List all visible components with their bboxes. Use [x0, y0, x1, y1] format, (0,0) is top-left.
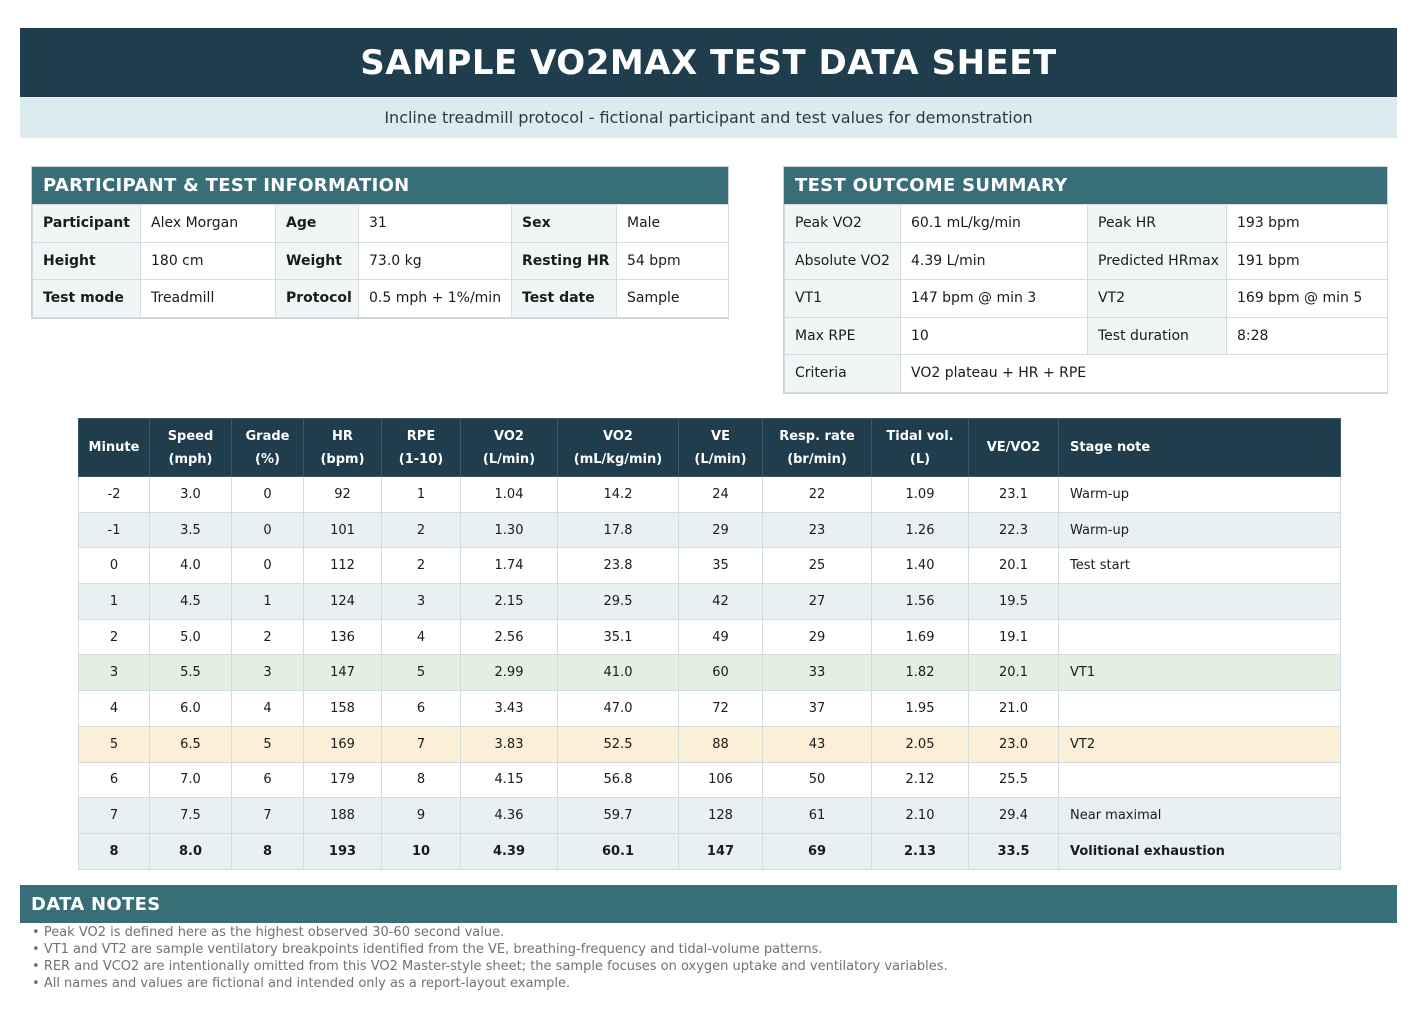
table-cell: 1.04 — [461, 477, 558, 513]
table-cell: 5.0 — [150, 619, 232, 655]
absolute-vo2-value: 4.39 L/min — [901, 242, 1088, 280]
table-row — [79, 512, 1341, 548]
table-cell: 6 — [79, 762, 150, 798]
age-value: 31 — [359, 205, 512, 243]
stage-note-cell — [1059, 691, 1341, 727]
protocol-label: Protocol — [276, 280, 359, 318]
participant-info-row — [33, 242, 729, 280]
table-cell: 8 — [79, 833, 150, 869]
table-cell: 24 — [679, 477, 763, 513]
table-cell: 6 — [382, 691, 461, 727]
data-notes-heading: DATA NOTES — [20, 885, 1397, 923]
column-header-label: RPE — [406, 428, 436, 444]
table-cell: 69 — [763, 833, 872, 869]
table-cell: 4.15 — [461, 762, 558, 798]
table-cell: 1 — [232, 584, 304, 620]
stage-note-cell — [1059, 584, 1341, 620]
column-header-label: HR — [332, 428, 353, 444]
table-row — [79, 798, 1341, 834]
protocol-value: 0.5 mph + 1%/min — [359, 280, 512, 318]
table-cell: 7 — [79, 798, 150, 834]
weight-value: 73.0 kg — [359, 242, 512, 280]
table-cell: 3.43 — [461, 691, 558, 727]
sex-value: Male — [617, 205, 729, 243]
table-cell: 41.0 — [558, 655, 679, 691]
summary-row — [785, 205, 1388, 243]
table-cell: 72 — [679, 691, 763, 727]
stage-note-cell — [1059, 762, 1341, 798]
table-cell: 23.8 — [558, 548, 679, 584]
summary-heading: TEST OUTCOME SUMMARY — [784, 167, 1387, 204]
participant-label: Participant — [33, 205, 141, 243]
table-row — [79, 762, 1341, 798]
test-outcome-summary-panel — [783, 166, 1388, 394]
table-cell: 101 — [304, 512, 382, 548]
column-header — [304, 419, 382, 477]
table-cell: 35 — [679, 548, 763, 584]
table-cell: 88 — [679, 726, 763, 762]
table-cell: 1.30 — [461, 512, 558, 548]
table-cell: 136 — [304, 619, 382, 655]
table-cell: 5 — [382, 655, 461, 691]
max-rpe-value: 10 — [901, 317, 1088, 355]
test-duration-label: Test duration — [1088, 317, 1227, 355]
column-header — [79, 419, 150, 477]
table-cell: 2.05 — [872, 726, 969, 762]
participant-info-row — [33, 205, 729, 243]
table-cell: 3.83 — [461, 726, 558, 762]
table-cell: 0 — [232, 477, 304, 513]
column-header-label: Minute — [88, 440, 140, 455]
table-cell: 61 — [763, 798, 872, 834]
table-cell: 2.10 — [872, 798, 969, 834]
column-header — [763, 419, 872, 477]
table-cell: 147 — [679, 833, 763, 869]
column-header-unit: (1-10) — [398, 451, 444, 467]
summary-row — [785, 242, 1388, 280]
column-header-unit: (mph) — [168, 451, 213, 467]
note-item: • All names and values are fictional and intended only as a report-layout example. — [32, 975, 1392, 992]
table-cell: 2.99 — [461, 655, 558, 691]
table-cell: 43 — [763, 726, 872, 762]
table-cell: 188 — [304, 798, 382, 834]
table-cell: 49 — [679, 619, 763, 655]
table-cell: 7 — [382, 726, 461, 762]
table-cell: 5.5 — [150, 655, 232, 691]
table-row — [79, 584, 1341, 620]
table-cell: 2.15 — [461, 584, 558, 620]
table-cell: 0 — [232, 512, 304, 548]
table-cell: 3 — [79, 655, 150, 691]
column-header-unit: (%) — [255, 451, 280, 467]
max-rpe-label: Max RPE — [785, 317, 901, 355]
table-cell: 9 — [382, 798, 461, 834]
criteria-label: Criteria — [785, 355, 901, 393]
stage-note-cell: Near maximal — [1059, 798, 1341, 834]
note-item: • RER and VCO2 are intentionally omitted from this VO2 Master-style sheet; the sample focuses on oxygen uptake and ventilatory variables. — [32, 958, 1392, 975]
stage-note-cell: Test start — [1059, 548, 1341, 584]
column-header — [969, 419, 1059, 477]
page-title: SAMPLE VO2MAX TEST DATA SHEET — [20, 28, 1397, 97]
table-cell: 19.1 — [969, 619, 1059, 655]
table-row — [79, 655, 1341, 691]
test-data-table-container — [78, 418, 1340, 870]
participant-value: Alex Morgan — [141, 205, 276, 243]
table-cell: 3.5 — [150, 512, 232, 548]
summary-row — [785, 355, 1388, 393]
table-cell: 4.39 — [461, 833, 558, 869]
table-cell: 60 — [679, 655, 763, 691]
table-cell: 33.5 — [969, 833, 1059, 869]
weight-label: Weight — [276, 242, 359, 280]
table-row — [79, 726, 1341, 762]
table-cell: 22 — [763, 477, 872, 513]
table-cell: 29 — [763, 619, 872, 655]
table-cell: 6.0 — [150, 691, 232, 727]
table-cell: 20.1 — [969, 548, 1059, 584]
vt2-label: VT2 — [1088, 280, 1227, 318]
table-cell: 0 — [79, 548, 150, 584]
column-header-unit: (L) — [909, 451, 931, 467]
table-cell: -1 — [79, 512, 150, 548]
table-cell: 1.69 — [872, 619, 969, 655]
table-cell: 0 — [232, 548, 304, 584]
table-cell: 23 — [763, 512, 872, 548]
table-cell: 47.0 — [558, 691, 679, 727]
table-cell: 4 — [232, 691, 304, 727]
predicted-hrmax-value: 191 bpm — [1227, 242, 1388, 280]
table-cell: 4.36 — [461, 798, 558, 834]
stage-note-cell — [1059, 619, 1341, 655]
table-cell: 2 — [382, 548, 461, 584]
test-date-label: Test date — [512, 280, 617, 318]
column-header-label: Stage note — [1070, 440, 1151, 455]
column-header — [679, 419, 763, 477]
table-cell: 7.5 — [150, 798, 232, 834]
column-header-label: VE/VO2 — [986, 440, 1041, 455]
table-cell: 14.2 — [558, 477, 679, 513]
participant-info-table — [32, 204, 729, 318]
table-cell: 6.5 — [150, 726, 232, 762]
vt1-label: VT1 — [785, 280, 901, 318]
table-cell: 193 — [304, 833, 382, 869]
summary-table — [784, 204, 1388, 393]
table-cell: 1.82 — [872, 655, 969, 691]
column-header-unit: (mL/kg/min) — [573, 451, 663, 467]
table-cell: 27 — [763, 584, 872, 620]
peak-vo2-value: 60.1 mL/kg/min — [901, 205, 1088, 243]
table-cell: 7 — [232, 798, 304, 834]
table-cell: 59.7 — [558, 798, 679, 834]
table-cell: 169 — [304, 726, 382, 762]
table-cell: 6 — [232, 762, 304, 798]
table-cell: 2.56 — [461, 619, 558, 655]
vt2-value: 169 bpm @ min 5 — [1227, 280, 1388, 318]
column-header-unit: (bpm) — [320, 451, 365, 467]
test-date-value: Sample — [617, 280, 729, 318]
resting-hr-label: Resting HR — [512, 242, 617, 280]
table-cell: 8.0 — [150, 833, 232, 869]
table-cell: 124 — [304, 584, 382, 620]
table-cell: 25 — [763, 548, 872, 584]
column-header-unit: (br/min) — [787, 451, 847, 467]
table-cell: 29.5 — [558, 584, 679, 620]
column-header — [461, 419, 558, 477]
table-cell: 20.1 — [969, 655, 1059, 691]
stage-note-cell: Volitional exhaustion — [1059, 833, 1341, 869]
column-header — [382, 419, 461, 477]
column-header-label: Speed — [167, 428, 214, 444]
table-cell: 8 — [232, 833, 304, 869]
table-cell: 60.1 — [558, 833, 679, 869]
table-cell: 8 — [382, 762, 461, 798]
stage-note-cell: VT2 — [1059, 726, 1341, 762]
table-cell: 1 — [79, 584, 150, 620]
table-cell: 1 — [382, 477, 461, 513]
column-header-label: VO2 — [494, 428, 524, 444]
table-cell: 4 — [382, 619, 461, 655]
table-cell: 25.5 — [969, 762, 1059, 798]
column-header — [1059, 419, 1341, 477]
table-cell: 42 — [679, 584, 763, 620]
summary-row — [785, 317, 1388, 355]
table-cell: 2.12 — [872, 762, 969, 798]
table-cell: 3 — [232, 655, 304, 691]
table-cell: 4.0 — [150, 548, 232, 584]
table-cell: 106 — [679, 762, 763, 798]
vt1-value: 147 bpm @ min 3 — [901, 280, 1088, 318]
column-header-label: Resp. rate — [779, 428, 855, 444]
peak-vo2-label: Peak VO2 — [785, 205, 901, 243]
stage-note-cell: Warm-up — [1059, 512, 1341, 548]
peak-hr-label: Peak HR — [1088, 205, 1227, 243]
stage-note-cell: Warm-up — [1059, 477, 1341, 513]
table-cell: 10 — [382, 833, 461, 869]
table-cell: 23.0 — [969, 726, 1059, 762]
sex-label: Sex — [512, 205, 617, 243]
table-cell: 1.74 — [461, 548, 558, 584]
column-header-label: Grade — [245, 428, 290, 444]
participant-info-panel — [31, 166, 729, 319]
table-cell: 2.13 — [872, 833, 969, 869]
table-cell: 21.0 — [969, 691, 1059, 727]
table-cell: 2 — [79, 619, 150, 655]
table-cell: 1.95 — [872, 691, 969, 727]
table-row — [79, 619, 1341, 655]
table-cell: 5 — [232, 726, 304, 762]
table-cell: 50 — [763, 762, 872, 798]
table-cell: 23.1 — [969, 477, 1059, 513]
stage-note-cell: VT1 — [1059, 655, 1341, 691]
table-cell: 1.40 — [872, 548, 969, 584]
table-row — [79, 477, 1341, 513]
table-cell: 5 — [79, 726, 150, 762]
test-mode-value: Treadmill — [141, 280, 276, 318]
column-header-label: Tidal vol. — [886, 428, 954, 444]
table-cell: 29.4 — [969, 798, 1059, 834]
table-cell: 179 — [304, 762, 382, 798]
table-cell: 52.5 — [558, 726, 679, 762]
resting-hr-value: 54 bpm — [617, 242, 729, 280]
table-header-row — [79, 419, 1341, 477]
absolute-vo2-label: Absolute VO2 — [785, 242, 901, 280]
height-label: Height — [33, 242, 141, 280]
table-row — [79, 691, 1341, 727]
table-cell: 128 — [679, 798, 763, 834]
table-cell: 1.56 — [872, 584, 969, 620]
note-item: • Peak VO2 is defined here as the highest observed 30-60 second value. — [32, 924, 1392, 941]
participant-info-row — [33, 280, 729, 318]
table-row — [79, 548, 1341, 584]
table-cell: 1.09 — [872, 477, 969, 513]
participant-info-heading: PARTICIPANT & TEST INFORMATION — [32, 167, 728, 204]
table-cell: 3 — [382, 584, 461, 620]
test-duration-value: 8:28 — [1227, 317, 1388, 355]
table-cell: -2 — [79, 477, 150, 513]
table-cell: 56.8 — [558, 762, 679, 798]
test-data-table — [78, 418, 1341, 870]
column-header-label: VE — [711, 428, 730, 444]
table-cell: 29 — [679, 512, 763, 548]
table-cell: 4 — [79, 691, 150, 727]
peak-hr-value: 193 bpm — [1227, 205, 1388, 243]
table-cell: 1.26 — [872, 512, 969, 548]
data-notes-list — [32, 924, 1392, 992]
table-cell: 7.0 — [150, 762, 232, 798]
table-cell: 2 — [382, 512, 461, 548]
table-cell: 19.5 — [969, 584, 1059, 620]
height-value: 180 cm — [141, 242, 276, 280]
test-mode-label: Test mode — [33, 280, 141, 318]
column-header — [232, 419, 304, 477]
column-header — [558, 419, 679, 477]
column-header — [150, 419, 232, 477]
table-cell: 3.0 — [150, 477, 232, 513]
table-row — [79, 833, 1341, 869]
table-cell: 4.5 — [150, 584, 232, 620]
table-cell: 17.8 — [558, 512, 679, 548]
table-cell: 92 — [304, 477, 382, 513]
table-cell: 2 — [232, 619, 304, 655]
page-subtitle: Incline treadmill protocol - fictional participant and test values for demonstration — [20, 97, 1397, 138]
table-cell: 35.1 — [558, 619, 679, 655]
criteria-value: VO2 plateau + HR + RPE — [901, 355, 1388, 393]
column-header-label: VO2 — [603, 428, 633, 444]
table-cell: 158 — [304, 691, 382, 727]
predicted-hrmax-label: Predicted HRmax — [1088, 242, 1227, 280]
note-item: • VT1 and VT2 are sample ventilatory breakpoints identified from the VE, breathing-frequency and tidal-volume patterns. — [32, 941, 1392, 958]
age-label: Age — [276, 205, 359, 243]
table-cell: 112 — [304, 548, 382, 584]
column-header-unit: (L/min) — [694, 451, 747, 467]
table-cell: 37 — [763, 691, 872, 727]
column-header — [872, 419, 969, 477]
summary-row — [785, 280, 1388, 318]
column-header-unit: (L/min) — [482, 451, 536, 467]
table-cell: 33 — [763, 655, 872, 691]
table-cell: 22.3 — [969, 512, 1059, 548]
table-cell: 147 — [304, 655, 382, 691]
